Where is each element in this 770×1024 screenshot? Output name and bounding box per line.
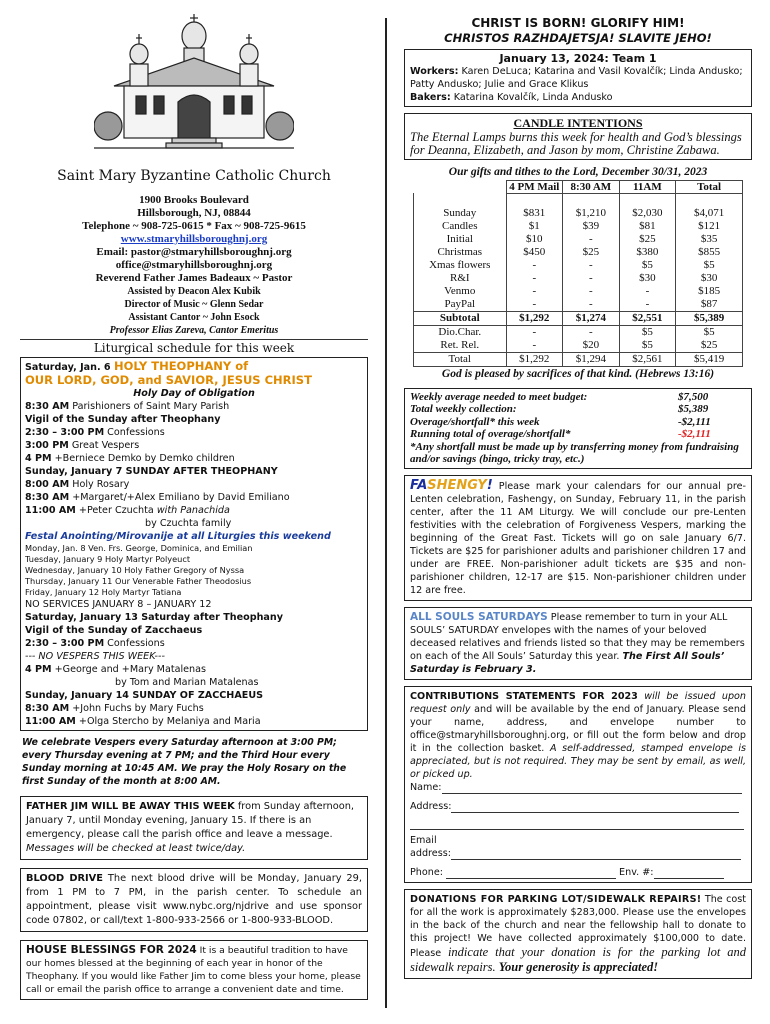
schedule-heading: Saturday, January 13 Saturday after Theophany [25, 611, 283, 623]
gifts-cell: - [563, 272, 620, 285]
address-line-2: Hillsborough, NJ, 08844 [137, 206, 251, 219]
gifts-cell: $1,292 [506, 353, 563, 367]
address-field[interactable]: Address: [410, 800, 746, 813]
gifts-cell: - [563, 233, 620, 246]
gifts-row [414, 272, 743, 285]
weekday-commemoration: Tuesday, January 9 Holy Martyr Polyeuct [25, 553, 191, 564]
address-line-1: 1900 Brooks Boulevard [139, 193, 249, 206]
gifts-header-row [414, 180, 743, 193]
schedule-title: Liturgical schedule for this week [20, 339, 368, 356]
gifts-cell: $20 [563, 339, 620, 353]
gifts-cell: Candles [414, 220, 507, 233]
schedule-line: Sunday, January 14 SUNDAY OF ZACCHAEUS [25, 689, 264, 701]
gifts-cell: R&I [414, 272, 507, 285]
schedule-line: 8:30 AM +John Fuchs by Mary Fuchs [25, 702, 204, 714]
gifts-cell: - [506, 272, 563, 285]
workers-line: Workers: Karen DeLuca; Katarina and Vasil Kovalčík; Linda Andusko; Patty Andusko; Julie and Grace Klikus [410, 66, 743, 91]
budget-row: Weekly average needed to meet budget: $7,500 [410, 390, 709, 403]
gifts-header-cell [414, 180, 507, 193]
weekday-commemoration: Friday, January 12 Holy Martyr Tatiana [25, 586, 182, 597]
gifts-cell: $30 [676, 272, 743, 285]
schedule-line: 4 PM +Berniece Demko by Demko children [25, 452, 235, 464]
schedule-line: 11:00 AM +Olga Stercho by Melaniya and Maria [25, 715, 261, 727]
header-english: CHRIST IS BORN! GLORIFY HIM! [471, 16, 685, 30]
gifts-cell: $121 [676, 220, 743, 233]
schedule-line: 8:30 AM Parishioners of Saint Mary Parish [25, 400, 230, 412]
gifts-cell: $1,292 [506, 312, 563, 326]
gifts-cell: $185 [676, 285, 743, 298]
house-blessings-title: HOUSE BLESSINGS FOR 2024 [26, 943, 197, 956]
phone-fax: Telephone ~ 908-725-0615 * Fax ~ 908-725-9615 [82, 219, 306, 232]
no-vespers-note: --- NO VESPERS THIS WEEK--- [25, 650, 165, 662]
vespers-note: We celebrate Vespers every Saturday afternoon at 3:00 PM; every Thursday evening at 7 PM; and the Third Hour every Sunday morning at 10:45 AM. We pray the Holy Rosary on the first Sunday of the month at 8:00 AM. [22, 736, 347, 787]
gifts-cell: $39 [563, 220, 620, 233]
schedule-heading: Vigil of the Sunday of Zacchaeus [25, 624, 203, 636]
gifts-cell: $2,551 [619, 312, 676, 326]
donations-box: DONATIONS FOR PARKING LOT/SIDEWALK REPAIRS! The cost for all the work is approximately $283,000. Please use the envelopes in the back of the church and near the fellowship hall to donate to this project! We have collected approximately $100,000 to date. Please indicate that your donation is for the parking lot and sidewalk repairs. Your generosity is appreciated! [404, 889, 752, 979]
gifts-row [414, 246, 743, 259]
festal-anointing-note: Festal Anointing/Mirovanije at all Liturgies this weekend [25, 530, 331, 542]
team-box [404, 49, 752, 107]
gifts-cell: - [506, 326, 563, 340]
schedule-line: 11:00 AM +Peter Czuchta with Panachida [25, 504, 230, 516]
schedule-line: Saturday, Jan. 6 HOLY THEOPHANY of [25, 358, 249, 373]
gifts-cell: $831 [506, 207, 563, 220]
schedule-line: 8:30 AM +Margaret/+Alex Emiliano by David Emiliano [25, 491, 290, 503]
gifts-cell: $450 [506, 246, 563, 259]
email-field[interactable]: address: [410, 847, 746, 860]
gifts-row [414, 298, 743, 312]
gifts-cell: - [563, 285, 620, 298]
gifts-row [414, 259, 743, 272]
gifts-cell: - [506, 339, 563, 353]
all-souls-box: ALL SOULS SATURDAYS Please remember to turn in your ALL SOULS’ SATURDAY envelopes with the names of your beloved deceased relatives and friends listed so that they may be remembers on each of the All Souls’ Saturday this year. The First All Souls’ Saturday is February 3. [404, 607, 752, 680]
gifts-cell: $1,210 [563, 207, 620, 220]
schedule-line: 3:00 PM Great Vespers [25, 439, 140, 451]
candle-intentions-box [404, 113, 752, 160]
schedule-line: 8:00 AM Holy Rosary [25, 478, 130, 490]
schedule-line: 2:30 – 3:00 PM Confessions [25, 426, 165, 438]
gifts-spacer-row [414, 193, 743, 207]
gifts-cell: Xmas flowers [414, 259, 507, 272]
gifts-cell: $380 [619, 246, 676, 259]
pastor-line: Reverend Father James Badeaux ~ Pastor [95, 271, 293, 284]
gifts-cell: $5,389 [676, 312, 743, 326]
gifts-cell: $25 [563, 246, 620, 259]
gifts-cell: - [506, 298, 563, 312]
gifts-cell: $87 [676, 298, 743, 312]
blood-drive-box: BLOOD DRIVE The next blood drive will be Monday, January 29, from 1 PM to 7 PM, in the parish center. To schedule an appointment, please visit www.nybc.org/njdrive and use sponsor code 07802, or call/text 1-800-933-2566 or 1-800-933-BLOOD. [20, 868, 368, 932]
gifts-row [414, 285, 743, 298]
team-title: January 13, 2024: Team 1 [499, 52, 657, 66]
gifts-cell: Sunday [414, 207, 507, 220]
bakers-line: Bakers: Katarina Kovalčík, Linda Andusko [410, 92, 613, 104]
gifts-header-cell: 11AM [619, 180, 676, 193]
gifts-cell: $25 [676, 339, 743, 353]
music-director-line: Director of Music ~ Glenn Sedar [124, 298, 264, 310]
right-column [404, 16, 752, 979]
gifts-cell: $1,274 [563, 312, 620, 326]
weekday-commemoration: Monday, Jan. 8 Ven. Frs. George, Dominica, and Emilian [25, 542, 253, 553]
gifts-cell: $2,561 [619, 353, 676, 367]
gifts-cell: $855 [676, 246, 743, 259]
deacon-line: Assisted by Deacon Alex Kubik [127, 285, 261, 297]
gifts-row [414, 233, 743, 246]
gifts-cell: $5,419 [676, 353, 743, 367]
gifts-cell: Ret. Rel. [414, 339, 507, 353]
gifts-cell: Christmas [414, 246, 507, 259]
schedule-line: 4 PM +George and +Mary Matalenas [25, 663, 206, 675]
contributions-title: CONTRIBUTIONS STATEMENTS FOR 2023 [410, 690, 638, 702]
gifts-cell: $30 [619, 272, 676, 285]
fashengy-box: FASHENGY! Please mark your calendars for our annual pre-Lenten celebration, Fashengy, on Sunday, February 11, in the parish center, after the 11 AM Liturgy. We will conclude our pre-Lenten festivities with the celebration of Forgiveness Vespers, marking the beginning of the Great Fast. Tickets will go on sale January 6/7. Tickets are $25 for parishioner adults and parishioner children 17 and under are FREE. Non-parishioner adult tickets are $35 and non-parishioner children, 12-17 are $15. Non-parishioner children under 12 are free. [404, 475, 752, 601]
name-field[interactable]: Name: [410, 781, 746, 794]
church-address [20, 194, 368, 337]
father-away-box: FATHER JIM WILL BE AWAY THIS WEEK from Sunday afternoon, January 7, until Monday evening, January 15. If there is an emergency, please call the parish office and leave a message. Messages will be checked at least twice/day. [20, 796, 368, 860]
budget-box [404, 388, 752, 469]
feast-title: OUR LORD, GOD, and SAVIOR, JESUS CHRIST [25, 372, 312, 387]
gifts-cell: $1,294 [563, 353, 620, 367]
gifts-cell: $2,030 [619, 207, 676, 220]
gifts-cell: $35 [676, 233, 743, 246]
gifts-row [414, 207, 743, 220]
gifts-cell: $5 [619, 339, 676, 353]
gifts-header-cell: 4 PM Mail [506, 180, 563, 193]
schedule-line: by Czuchta family [145, 517, 232, 529]
address-field-2[interactable] [410, 817, 746, 830]
budget-row: Overage/shortfall* this week -$2,111 [410, 415, 711, 428]
website-link[interactable]: www.stmaryhillsboroughnj.org [120, 232, 268, 245]
column-divider [385, 18, 387, 1008]
left-column [20, 10, 368, 1000]
header-slavonic: CHRISTOS RAZHDAJETSJA! SLAVITE JEHO! [444, 31, 712, 45]
weekday-commemoration: Thursday, January 11 Our Venerable Father Theodosius [25, 575, 252, 586]
gifts-header-cell: 8:30 AM [563, 180, 620, 193]
gifts-row [414, 353, 743, 367]
email-label: Email [410, 834, 437, 846]
gifts-cell: Subtotal [414, 312, 507, 326]
liturgical-schedule [20, 357, 368, 731]
gifts-cell: $1 [506, 220, 563, 233]
gifts-header-cell: Total [676, 180, 743, 193]
candle-intentions-text: The Eternal Lamps burns this week for health and God’s blessings for Deanna, Elizabeth, and Jason by mom, Christine Zabawa. [410, 130, 742, 158]
gifts-cell: - [563, 298, 620, 312]
cantor-emeritus-line: Professor Elias Zareva, Cantor Emeritus [109, 324, 279, 336]
gifts-row [414, 326, 743, 340]
gifts-footer-verse: God is pleased by sacrifices of that kind. (Hebrews 13:16) [441, 368, 715, 381]
church-illustration-icon [94, 14, 294, 154]
gifts-cell: $5 [619, 326, 676, 340]
gifts-cell: $4,071 [676, 207, 743, 220]
schedule-line: 2:30 – 3:00 PM Confessions [25, 637, 165, 649]
gifts-cell: Total [414, 353, 507, 367]
schedule-heading: Vigil of the Sunday after Theophany [25, 413, 221, 425]
gifts-cell: PayPal [414, 298, 507, 312]
donations-title: DONATIONS FOR PARKING LOT/SIDEWALK REPAIRS! [410, 893, 702, 905]
weekday-commemoration: Wednesday, January 10 Holy Father Gregory of Nyssa [25, 564, 245, 575]
budget-row: Running total of overage/shortfall* -$2,111 [410, 428, 711, 441]
gifts-cell: Initial [414, 233, 507, 246]
gifts-cell: - [506, 285, 563, 298]
gifts-cell: - [563, 326, 620, 340]
gifts-cell: Venmo [414, 285, 507, 298]
gifts-cell: $25 [619, 233, 676, 246]
gifts-cell: - [619, 298, 676, 312]
gifts-cell: - [619, 285, 676, 298]
gifts-row [414, 220, 743, 233]
email-pastor[interactable]: Email: pastor@stmaryhillsboroughnj.org [96, 245, 292, 258]
gifts-row [414, 312, 743, 326]
gifts-cell: Dio.Char. [414, 326, 507, 340]
budget-row: Total weekly collection: $5,389 [410, 403, 709, 416]
gifts-title: Our gifts and tithes to the Lord, December 30/31, 2023 [448, 166, 708, 179]
church-name: Saint Mary Byzantine Catholic Church [57, 168, 331, 184]
shortfall-note: *Any shortfall must be made up by transferring money from fundraising and/or savings (bingo, tricky tray, etc.) [410, 440, 739, 466]
all-souls-title: ALL SOULS SATURDAYS [410, 610, 548, 623]
gifts-cell: $5 [676, 259, 743, 272]
father-away-title: FATHER JIM WILL BE AWAY THIS WEEK [26, 800, 235, 812]
gifts-cell: - [506, 259, 563, 272]
no-services-note: NO SERVICES JANUARY 8 – JANUARY 12 [25, 598, 212, 610]
gifts-cell: $5 [619, 259, 676, 272]
candle-intentions-title: CANDLE INTENTIONS [513, 116, 643, 131]
fashengy-title: FASHENGY! [410, 477, 493, 493]
phone-env-fields[interactable]: Phone: Env. #: [410, 866, 746, 879]
blood-drive-title: BLOOD DRIVE [26, 872, 103, 884]
cantor-line: Assistant Cantor ~ John Esock [128, 311, 260, 323]
holy-day-note: Holy Day of Obligation [133, 387, 255, 399]
gifts-cell: $81 [619, 220, 676, 233]
schedule-line: by Tom and Marian Matalenas [115, 676, 259, 688]
gifts-cell: - [563, 259, 620, 272]
schedule-line: Sunday, January 7 SUNDAY AFTER THEOPHANY [25, 465, 278, 477]
house-blessings-box: HOUSE BLESSINGS FOR 2024 It is a beautiful tradition to have our homes blessed at the beginning of each year in honor of the Theophany. If you would like Father Jim to come bless your home, please call or email the parish office to arrange a convenient date and time. [20, 940, 368, 1000]
gifts-table [413, 180, 743, 368]
email-office[interactable]: office@stmaryhillsboroughnj.org [115, 258, 273, 271]
gifts-row [414, 339, 743, 353]
contributions-box: CONTRIBUTIONS STATEMENTS FOR 2023 will be issued upon request only and will be available by the end of January. Please send your name, address, and envelope number to office@stmaryhillsboroughnj.org, or fill out the form below and drop it in the collection basket. A self-addressed, stamped envelope is appreciated, but is not required. They may be sent by email, as well, or picked up. Name: Address: Email address: Phone: Env. #: [404, 686, 752, 883]
gifts-cell: $5 [676, 326, 743, 340]
gifts-cell: $10 [506, 233, 563, 246]
